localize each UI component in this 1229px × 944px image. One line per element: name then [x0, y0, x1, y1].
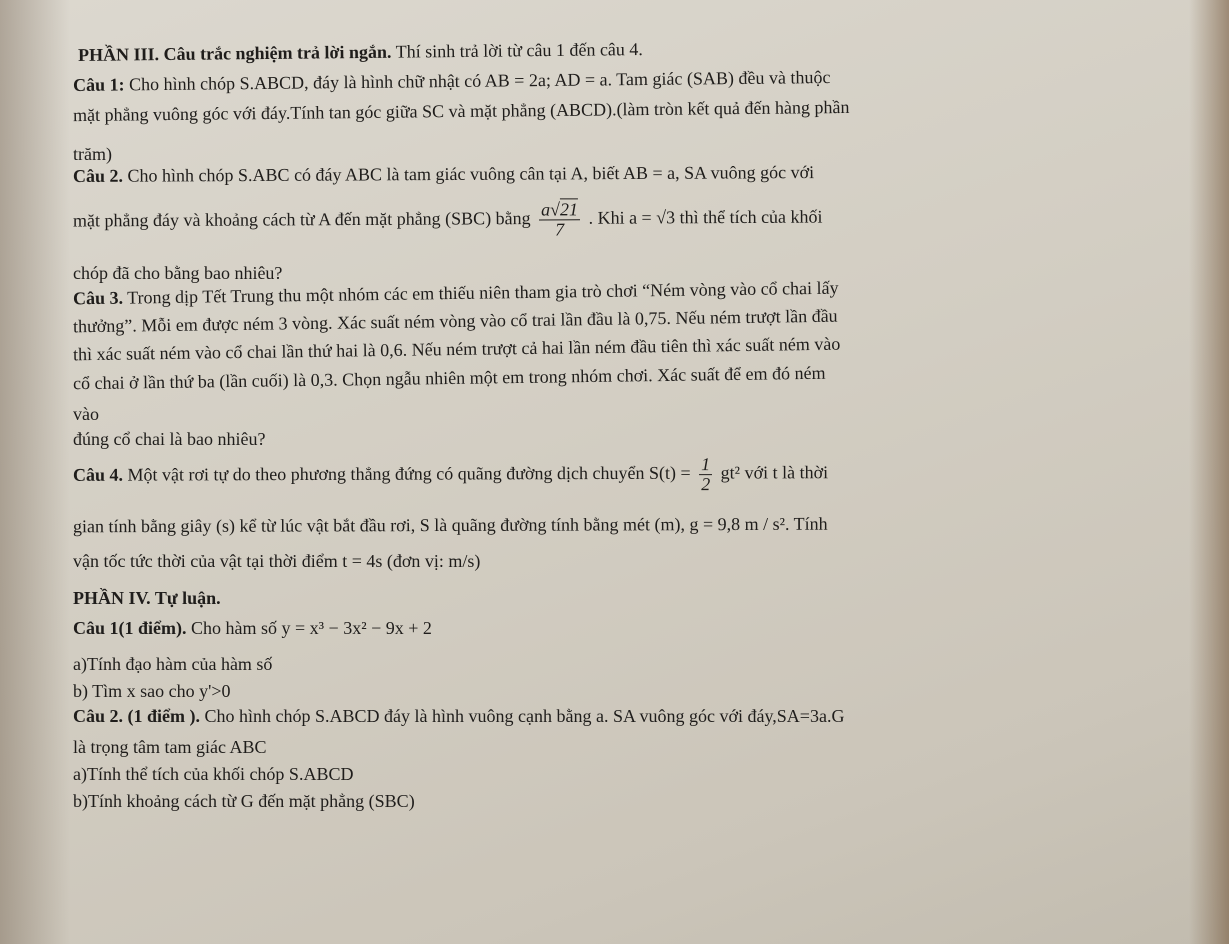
part3-heading: PHẦN III. Câu trắc nghiệm trả lời ngắn. — [77, 41, 392, 65]
q2-frac-num-root: 21 — [559, 199, 579, 220]
e1-line-1 — [73, 618, 432, 639]
q2-text-2b: . Khi a = √3 thì thể tích của khối — [588, 206, 823, 228]
part4-heading-line — [73, 588, 221, 609]
q4-text-2: gian tính bằng giây (s) kể từ lúc vật bắt đầu rơi, S là quãng đường tính bằng mét (m), g = 9,8 m / s². Tính — [72, 513, 828, 537]
q2-text-2a: mặt phẳng đáy và khoảng cách từ A đến mặt phẳng (SBC) bằng — [72, 208, 531, 231]
q4-line-3 — [73, 551, 480, 572]
e2-line-2 — [73, 737, 266, 758]
q1-line-2 — [73, 97, 850, 126]
q2-line-3 — [73, 263, 282, 284]
part4-heading: PHẦN IV. Tự luận. — [73, 588, 221, 608]
q2-fraction: $\frac{a√21}{7}$ — [539, 200, 580, 239]
q1-text-1: Cho hình chóp S.ABCD, đáy là hình chữ nhật có AB = 2a; AD = a. Tam giác (SAB) đều và thuộc — [128, 67, 831, 95]
e2-part-a: a)Tính thể tích của khối chóp S.ABCD — [73, 764, 354, 784]
q1-line-3 — [73, 144, 112, 165]
page-shadow-left — [0, 0, 70, 944]
q4-line-1 — [73, 455, 828, 496]
e1-label: Câu 1(1 điểm). — [73, 618, 187, 638]
q3-text-4: cổ chai ở lần thứ ba (lần cuối) là 0,3. Chọn ngẫu nhiên một em trong nhóm chơi. Xác suất để em đó ném — [72, 362, 826, 394]
q4-frac-den: 2 — [701, 473, 711, 495]
q2-line-1 — [73, 162, 814, 187]
q3-line-4 — [73, 363, 826, 395]
q3-line-5 — [73, 404, 99, 425]
q3-line-6 — [73, 429, 265, 450]
q3-line-3 — [73, 334, 841, 366]
q3-text-6: đúng cổ chai là bao nhiêu? — [73, 429, 266, 449]
e2-text-1: Cho hình chóp S.ABCD đáy là hình vuông cạnh bằng a. SA vuông góc với đáy,SA=3a.G — [204, 706, 845, 726]
e1-line-b — [73, 681, 231, 702]
e2-line-1 — [73, 706, 844, 727]
q3-label: Câu 3. — [72, 287, 124, 309]
q1-text-3: trăm) — [73, 144, 112, 164]
q4-fraction — [699, 455, 712, 494]
q4-text-1b: gt² với t là thời — [720, 462, 829, 483]
q3-text-5: vào — [73, 404, 99, 424]
q1-text-2: mặt phẳng vuông góc với đáy.Tính tan góc giữa SC và mặt phẳng (ABCD).(làm tròn kết quả đến hàng phần — [72, 96, 850, 126]
q2-frac-den: 7 — [555, 219, 565, 240]
q3-text-2: thưởng”. Mỗi em được ném 3 vòng. Xác suất ném vòng vào cổ trai lần đầu là 0,75. Nếu ném trượt lần đầu — [72, 305, 838, 337]
q4-frac-num: 1 — [699, 455, 712, 475]
q4-label: Câu 4. — [72, 464, 124, 485]
q1-label: Câu 1: — [72, 74, 125, 95]
q3-text-3: thì xác suất ném vào cổ chai lần thứ hai là 0,6. Nếu ném trượt cả hai lần ném đầu tiên thì xác suất ném vào — [72, 333, 841, 365]
e2-line-b — [73, 791, 415, 812]
q3-line-2 — [73, 306, 838, 338]
e2-label: Câu 2. (1 điểm ). — [73, 706, 200, 726]
q2-line-2 — [73, 199, 823, 242]
q3-text-1: Trong dịp Tết Trung thu một nhóm các em thiếu niên tham gia trò chơi “Ném vòng vào cổ chai lấy — [127, 277, 839, 308]
q2-text-1: Cho hình chóp S.ABC có đáy ABC là tam giác vuông cân tại A, biết AB = a, SA vuông góc với — [127, 162, 815, 186]
q2-frac-num-a: a — [541, 199, 551, 220]
e2-text-2: là trọng tâm tam giác ABC — [73, 737, 267, 757]
part3-heading-line — [78, 39, 643, 66]
q4-text-3: vận tốc tức thời của vật tại thời điểm t = 4s (đơn vị: m/s) — [73, 551, 481, 571]
q4-text-1a: Một vật rơi tự do theo phương thẳng đứng có quãng đường dịch chuyển S(t) = — [127, 462, 691, 485]
e2-part-b: b)Tính khoảng cách từ G đến mặt phẳng (SBC) — [73, 791, 415, 811]
e1-part-a: a)Tính đạo hàm của hàm số — [73, 654, 273, 674]
q1-line-1 — [73, 67, 831, 96]
q4-line-2 — [73, 514, 828, 538]
e2-line-a — [73, 764, 353, 785]
q2-label: Câu 2. — [72, 165, 124, 186]
e1-text-1: Cho hàm số y = x³ − 3x² − 9x + 2 — [191, 618, 432, 638]
e1-line-a — [73, 654, 272, 675]
e1-part-b: b) Tìm x sao cho y'>0 — [73, 681, 231, 701]
part3-instruction: Thí sinh trả lời từ câu 1 đến câu 4. — [395, 39, 643, 62]
q2-text-3: chóp đã cho bằng bao nhiêu? — [73, 263, 283, 283]
page-shadow-right — [1189, 0, 1229, 944]
